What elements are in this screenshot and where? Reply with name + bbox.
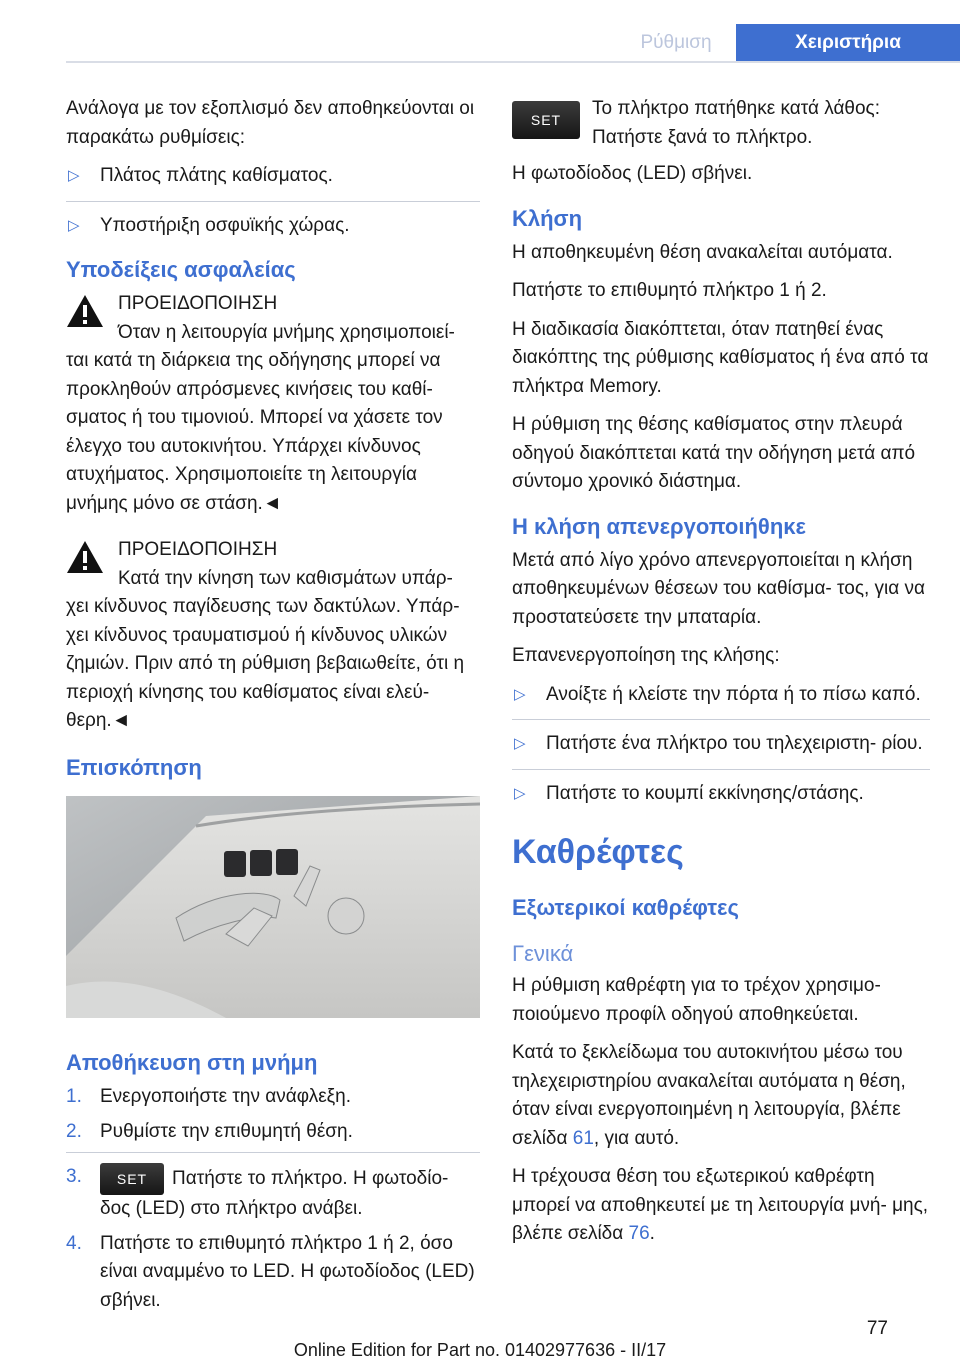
mirrors-heading: Καθρέφτες <box>512 833 684 871</box>
list-item: 3. SET Πατήστε το πλήκτρο. Η φωτοδίο- δος (LED) στο πλήκτρο ανάβει. <box>66 1163 480 1224</box>
triangle-bullet-icon: ▷ <box>68 167 80 184</box>
list-item: ▷ Υποστήριξη οσφυϊκής χώρας. <box>66 212 480 241</box>
recall-deactivated-heading: Η κλήση απενεργοποιήθηκε <box>512 513 806 539</box>
general-paragraph-2: Κατά το ξεκλείδωμα του αυτοκινήτου μέσω του τηλεχειριστηρίου ανακαλείται αυτόματα η θέση, όταν είναι ενεργοποιημένη η λειτουργία, βλέπε σελίδα 61, για αυτό. <box>512 1042 906 1149</box>
triangle-bullet-icon: ▷ <box>514 784 526 802</box>
set-button-icon: SET <box>100 1163 164 1195</box>
list-item: ▷ Πατήστε ένα πλήκτρο του τηλεχειριστη- ρίου. <box>512 730 930 759</box>
list-item: 1. Ενεργοποιήστε την ανάφλεξη. <box>66 1086 352 1107</box>
divider <box>512 719 930 720</box>
led-off-text: Η φωτοδίοδος (LED) σβήνει. <box>512 163 753 184</box>
list-item: 2. Ρυθμίστε την επιθυμητή θέση. <box>66 1120 353 1142</box>
list-item: ▷ Ανοίξτε ή κλείστε την πόρτα ή το πίσω καπό. <box>512 681 930 710</box>
list-item: ▷ Πατήστε το κουμπί εκκίνησης/στάσης. <box>512 780 930 809</box>
right-column: SET Το πλήκτρο πατήθηκε κατά λάθος: Πατήστε ξανά το πλήκτρο. Η φωτοδίοδος (LED) σβήνει. Κλήση Η αποθηκευμένη θέση ανακαλείται αυτόματα. Πατήστε το επιθυμητό πλήκτρο 1 ή 2. Η διαδικασία διακόπτεται, όταν πατηθεί ένας διακόπτης της ρύθμισης καθίσματος ή ένα από τα πλήκτρα Memory. Η ρύθμιση της θέσης καθίσματος στην πλευρά οδηγού διακόπτεται κατά την οδήγηση μετά από σύντομο χρονικό διάστημα. Η κλήση απενεργοποιήθηκε Μετά από λίγο χρόνο απενεργοποιείται η κλήση αποθηκευμένων θέσεων του καθίσμα- τος, για να προστατεύσετε την μπαταρία. Επανενεργοποίηση της κλήσης: ▷ Ανοίξτε ή κλείστε την πόρτα ή το πίσω καπό. ▷ Πατήστε ένα πλήκτρο του τηλεχειριστη- ρίου. ▷ Πατήστε το κουμπί εκκίνησης/στάσης. Καθρέφτες Εξωτερικοί καθρέφτες Γενικά Η ρύθμιση καθρέφτη για το τρέχον χρησιμο- ποιούμενο προφίλ οδηγού αποθηκεύεται. Κατά το ξεκλείδωμα του αυτοκινήτου μέσω του τηλεχειριστηρίου ανακαλείται αυτόματα η θέση, όταν είναι ενεργοποιημένη η λειτουργία, βλέπε σελίδα 61, για αυτό. Η τρέχουσα θέση του εξωτερικού καθρέφτη μπορεί να αποθηκευτεί με τη λειτουργία μνή- μης, βλέπε σελίδα 76. <box>512 95 930 1259</box>
page-number: 77 <box>866 1318 888 1339</box>
warning-title: ΠΡΟΕΙΔΟΠΟΙΗΣΗ <box>118 293 278 314</box>
set-button-icon: SET <box>512 101 580 139</box>
general-paragraph-3: Η τρέχουσα θέση του εξωτερικού καθρέφτη μπορεί να αποθηκευτεί με τη λειτουργία μνή- μης, βλέπε σελίδα 76. <box>512 1166 929 1244</box>
divider <box>512 769 930 770</box>
header-rule <box>66 61 960 63</box>
warning-block <box>66 290 480 518</box>
warning-block <box>66 536 480 736</box>
warning-text: Όταν η λειτουργία μνήμης χρησιμοποιεί- ται κατά τη διάρκεια της οδήγησης μπορεί να προκληθούν απρόσμενες κινήσεις του καθί- σματος ή του τιμονιού. Μπορεί να χάσετε τον έλεγχο του αυτοκινήτου. Υπάρχει κίνδυνος ατυχήματος. Χρησιμοποιείτε τη λειτουργία μνήμης μόνο σε στάση.◄ <box>66 321 455 514</box>
triangle-bullet-icon: ▷ <box>514 735 526 752</box>
section-tab-controls: Χειριστήρια <box>736 24 960 62</box>
left-column <box>66 95 480 1321</box>
general-heading: Γενικά <box>512 941 574 966</box>
seat-memory-buttons-photo <box>66 796 480 1018</box>
safety-heading: Υποδείξεις ασφαλείας <box>66 257 296 282</box>
warning-icon <box>66 540 104 574</box>
triangle-bullet-icon: ▷ <box>514 685 526 703</box>
page-link[interactable]: 61 <box>572 1127 594 1149</box>
warning-title: ΠΡΟΕΙΔΟΠΟΙΗΣΗ <box>118 539 278 560</box>
page-header <box>0 0 960 62</box>
overview-heading: Επισκόπηση <box>66 754 202 780</box>
triangle-bullet-icon: ▷ <box>68 216 80 234</box>
section-tab-setting: Ρύθμιση <box>640 32 712 53</box>
set-note: SET Το πλήκτρο πατήθηκε κατά λάθος: Πατήστε ξανά το πλήκτρο. <box>512 95 930 152</box>
list-item: ▷ Πλάτος πλάτης καθίσματος. <box>66 162 480 191</box>
warning-icon <box>66 294 104 328</box>
divider <box>66 201 480 202</box>
intro-text: Ανάλογα με τον εξοπλισμό δεν αποθηκεύονται οι παρακάτω ρυθμίσεις: <box>66 98 475 148</box>
divider <box>66 1152 480 1153</box>
warning-text: Κατά την κίνηση των καθισμάτων υπάρ- χει κίνδυνος παγίδευσης των δακτύλων. Υπάρ- χει κίνδυνος τραυματισμού ή κίνδυνος υλικών ζημιών. Πριν από τη ρύθμιση βεβαιωθείτε, ότι η περιοχή κίνησης του καθίσματος είναι ελεύ- θερη.◄ <box>66 567 465 731</box>
recall-heading: Κλήση <box>512 205 583 231</box>
memory-heading: Αποθήκευση στη μνήμη <box>66 1050 318 1075</box>
exterior-mirrors-heading: Εξωτερικοί καθρέφτες <box>512 895 739 920</box>
page-link[interactable]: 76 <box>628 1223 650 1244</box>
footer-edition: Online Edition for Part no. 01402977636 - II/17 <box>293 1340 667 1360</box>
list-item: 4. Πατήστε το επιθυμητό πλήκτρο 1 ή 2, όσο είναι αναμμένο το LED. Η φωτοδίοδος (LED) σβήνει. <box>66 1232 475 1311</box>
